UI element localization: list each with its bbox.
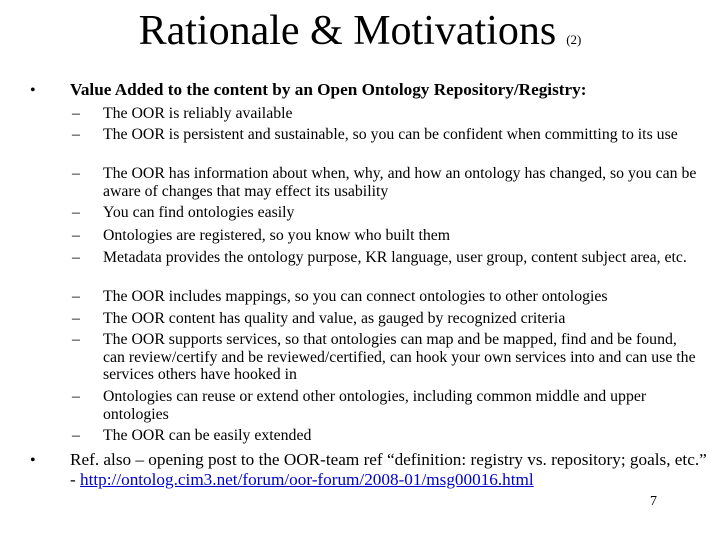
- list-item: [72, 388, 712, 423]
- list-item: [72, 288, 712, 306]
- main-heading: Value Added to the content by an Open Ontology Repository/Registry:: [70, 80, 587, 99]
- slide-title: [0, 6, 720, 65]
- list-item: [72, 249, 712, 267]
- list-item-text: Ontologies can reuse or extend other ontologies, including common middle and upper ontologies: [103, 388, 647, 423]
- list-item-text: The OOR content has quality and value, as gauged by recognized criteria: [103, 310, 566, 327]
- dash-marker: –: [72, 388, 80, 405]
- list-item: [72, 310, 712, 328]
- dash-marker: –: [72, 165, 80, 182]
- dash-marker: –: [72, 331, 80, 348]
- list-item: [72, 165, 712, 200]
- list-item-text: Ontologies are registered, so you know who built them: [103, 227, 451, 244]
- list-item-text: You can find ontologies easily: [103, 204, 295, 221]
- dash-marker: –: [72, 227, 80, 244]
- title-suffix: (2): [566, 32, 582, 47]
- reference-text: Ref. also – opening post to the OOR-team ref “definition: registry vs. repository; goals, etc.” -: [70, 450, 707, 489]
- list-item-text: Metadata provides the ontology purpose, KR language, user group, content subject area, etc.: [103, 249, 687, 266]
- list-item-text: The OOR can be easily extended: [103, 427, 312, 444]
- list-item-text: The OOR is reliably available: [103, 105, 293, 122]
- list-item: [72, 204, 712, 222]
- list-item-text: The OOR includes mappings, so you can connect ontologies to other ontologies: [103, 288, 608, 305]
- list-item: [72, 105, 712, 123]
- list-item-text: The OOR has information about when, why, and how an ontology has changed, so you can be aware of changes that may effect its usability: [103, 165, 697, 200]
- dash-marker: –: [72, 105, 80, 122]
- list-item: [72, 331, 712, 384]
- title-text: Rationale & Motivations: [138, 8, 557, 54]
- bullet-marker: •: [30, 452, 36, 469]
- list-item: [72, 227, 712, 245]
- dash-marker: –: [72, 288, 80, 305]
- dash-marker: –: [72, 126, 80, 143]
- dash-marker: –: [72, 204, 80, 221]
- reference-paragraph: [70, 450, 710, 490]
- page-number: 7: [650, 494, 657, 509]
- bullet-marker: •: [30, 82, 36, 99]
- list-item: [72, 427, 712, 445]
- reference-link[interactable]: http://ontolog.cim3.net/forum/oor-forum/2008-01/msg00016.html: [80, 470, 534, 489]
- list-item-text: The OOR supports services, so that ontologies can map and be mapped, find and be found, can review/certify and be reviewed/certified, can hook your own services into and can use the services others have hooked in: [103, 331, 696, 383]
- dash-marker: –: [72, 249, 80, 266]
- list-item-text: The OOR is persistent and sustainable, so you can be confident when committing to its use: [103, 126, 678, 143]
- dash-marker: –: [72, 310, 80, 327]
- dash-marker: –: [72, 427, 80, 444]
- list-item: [72, 126, 712, 144]
